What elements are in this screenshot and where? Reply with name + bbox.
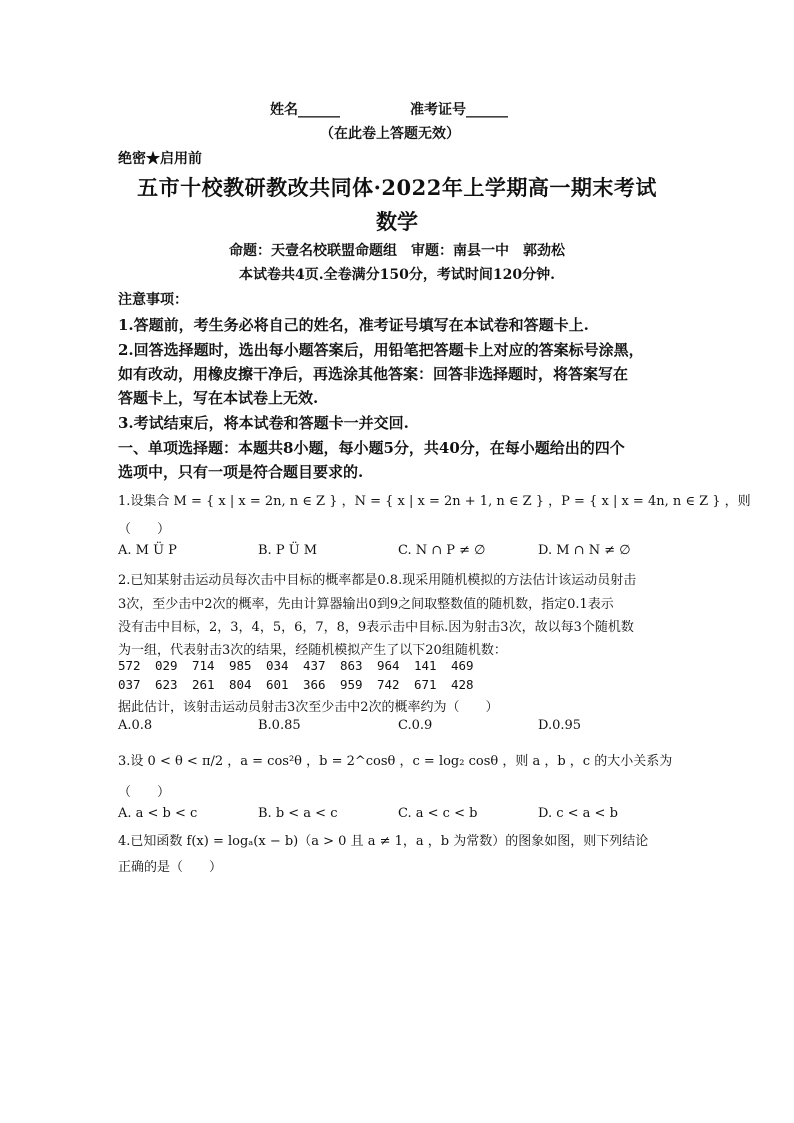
question-2-line: 2.已知某射击运动员每次击中目标的概率都是0.8.现采用随机模拟的方法估计该运动员射击 <box>118 573 637 588</box>
random-number: 985 <box>229 658 252 673</box>
section-heading: 一、单项选择题：本题共8小题，每小题5分，共40分，在每小题给出的四个 <box>118 439 625 457</box>
random-number: 964 <box>377 658 400 673</box>
random-number: 034 <box>266 658 289 673</box>
question-1-text: 1.设集合 M = { x | x = 2n, n ∈ Z } ，N = { x | x = 2n + 1, n ∈ Z } ，P = { x | x = 4n, n ∈ Z } ，则 <box>118 494 751 509</box>
option-c: C. N ∩ P ≠ ∅ <box>398 543 486 558</box>
exam-title: 五市十校教研教改共同体·2022年上学期高一期末考试 <box>137 175 657 200</box>
random-number: 671 <box>414 677 437 692</box>
random-number-row <box>118 658 488 673</box>
exam-number-field: 准考证号______ <box>410 102 508 118</box>
option-b: B. P Ü M <box>258 543 318 558</box>
section-heading: 选项中，只有一项是符合题目要求的. <box>118 463 364 481</box>
name-field: 姓名______ <box>270 102 340 118</box>
random-number: 037 <box>118 677 141 692</box>
answer-paren: （ ） <box>118 522 171 537</box>
question-2-ask: 据此估计，该射击运动员射击3次至少击中2次的概率约为（ ） <box>118 700 499 715</box>
notice-item: 3.考试结束后，将本试卷和答题卡一并交回. <box>118 414 409 432</box>
random-number: 623 <box>155 677 178 692</box>
option-d: D.0.95 <box>538 718 582 733</box>
option-a: A. a < b < c <box>118 806 198 821</box>
random-number: 428 <box>451 677 474 692</box>
notice-item: 2.回答选择题时，选出每小题答案后，用铅笔把答题卡上对应的答案标号涂黑， <box>118 341 644 359</box>
question-4-text: 4.已知函数 f(x) = logₐ(x − b)（a > 0 且 a ≠ 1，a ，b 为常数）的图象如图，则下列结论 <box>118 834 649 849</box>
option-a: A. M Ü P <box>118 543 177 558</box>
option-b: B. b < a < c <box>258 806 338 821</box>
random-number: 714 <box>192 658 215 673</box>
random-number: 572 <box>118 658 141 673</box>
notice-item: 1.答题前，考生务必将自己的姓名，准考证号填写在本试卷和答题卡上. <box>118 316 589 334</box>
option-d: D. c < a < b <box>538 806 618 821</box>
question-4-text: 正确的是（ ） <box>118 860 223 875</box>
secret-mark: 绝密★启用前 <box>118 151 202 167</box>
invalid-note: （在此卷上答题无效） <box>320 126 460 142</box>
random-number: 366 <box>303 677 326 692</box>
option-c: C. a < c < b <box>398 806 478 821</box>
random-number: 742 <box>377 677 400 692</box>
exam-info: 本试卷共4页.全卷满分150分，考试时间120分钟. <box>239 267 555 283</box>
authors-line: 命题：天壹名校联盟命题组 审题：南县一中 郭劲松 <box>229 243 565 259</box>
random-number: 863 <box>340 658 363 673</box>
question-3-text: 3.设 0 < θ < π/2 ，a = cos²θ ，b = 2^cosθ ，c = log₂ cosθ ，则 a ，b ，c 的大小关系为 <box>118 754 673 769</box>
notice-heading: 注意事项： <box>118 292 188 308</box>
notice-item: 如有改动，用橡皮擦干净后，再选涂其他答案：回答非选择题时，将答案写在 <box>118 365 629 383</box>
question-2-line: 没有击中目标，2，3，4，5，6，7，8，9表示击中目标.因为射击3次，故以每3个随机数 <box>118 620 634 635</box>
random-number: 141 <box>414 658 437 673</box>
random-number: 029 <box>155 658 178 673</box>
random-number: 437 <box>303 658 326 673</box>
subject-title: 数学 <box>376 209 418 234</box>
option-b: B.0.85 <box>258 718 301 733</box>
answer-paren: （ ） <box>118 785 171 800</box>
random-number: 804 <box>229 677 252 692</box>
option-c: C.0.9 <box>398 718 433 733</box>
random-number: 959 <box>340 677 363 692</box>
random-number: 601 <box>266 677 289 692</box>
question-2-line: 3次，至少击中2次的概率，先由计算器输出0到9之间取整数值的随机数，指定0.1表示 <box>118 597 614 612</box>
option-d: D. M ∩ N ≠ ∅ <box>538 543 631 558</box>
option-a: A.0.8 <box>118 718 153 733</box>
random-number: 261 <box>192 677 215 692</box>
random-number: 469 <box>451 658 474 673</box>
notice-item: 答题卡上，写在本试卷上无效. <box>118 389 319 407</box>
random-number-row <box>118 677 488 692</box>
question-2-line: 为一组，代表射击3次的结果，经随机模拟产生了以下20组随机数： <box>118 643 507 658</box>
